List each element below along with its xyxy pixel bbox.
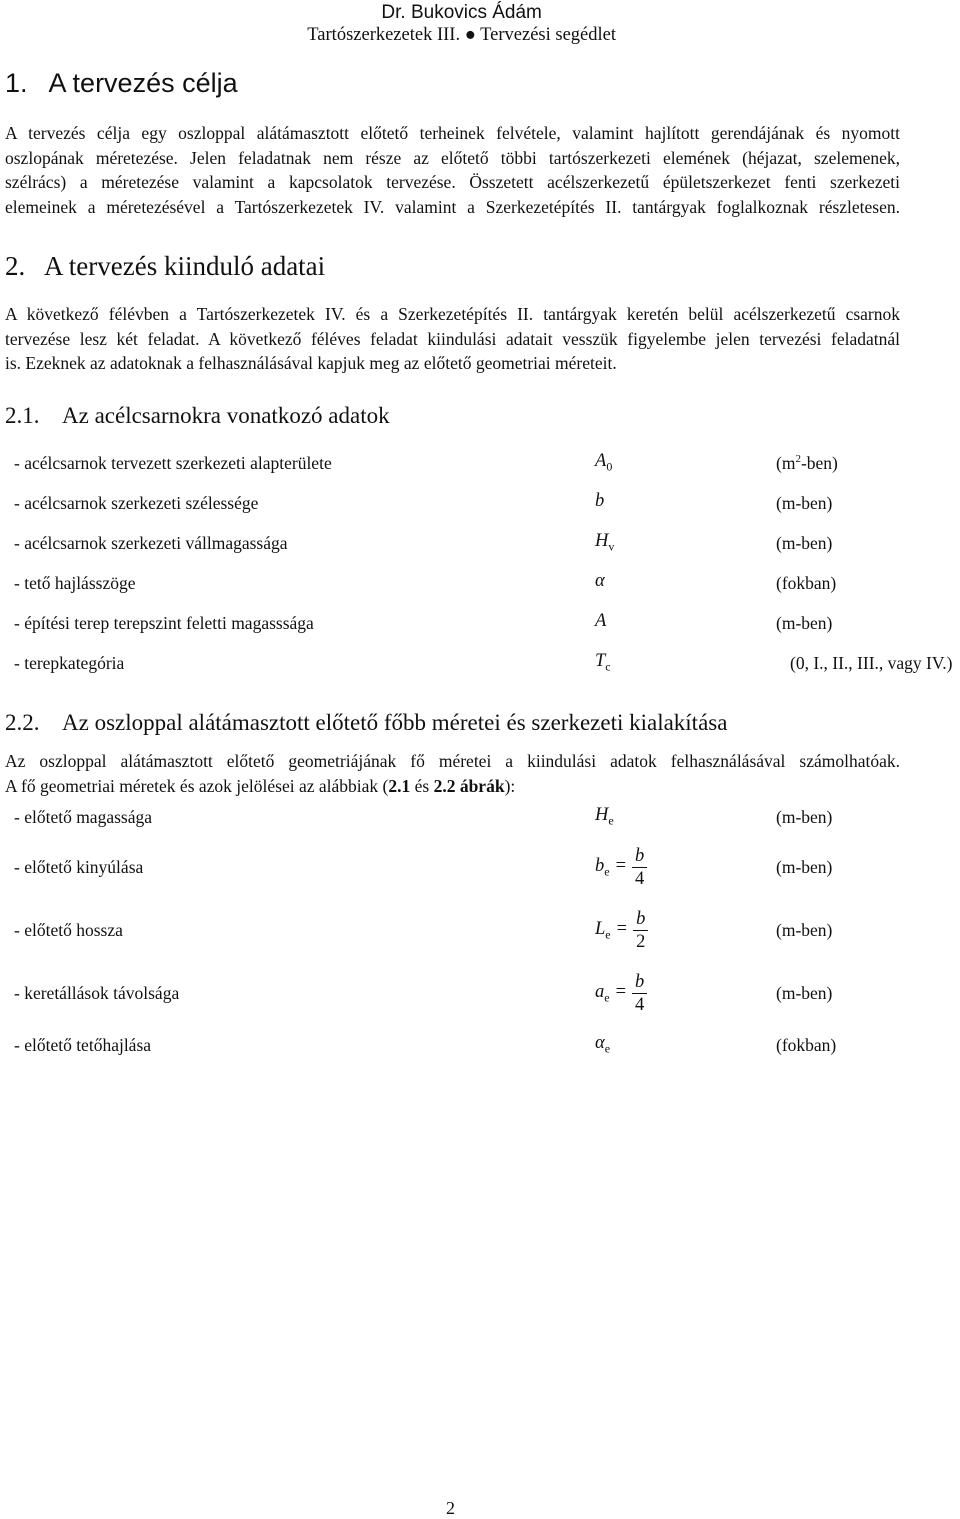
data-row <box>14 607 960 637</box>
section-1-title: 1. A tervezés célja <box>5 68 238 98</box>
row-symbol: b <box>595 491 605 511</box>
page-number: 2 <box>446 1498 455 1518</box>
row-unit: (fokban) <box>776 573 837 593</box>
paragraph-line: tervezése lesz két feladat. A következő féléves feladat kiindulási adatait vesszük figyelembe jelen tervezési feladatnál <box>5 328 900 349</box>
section-heading: Az oszloppal alátámasztott előtető főbb méretei és szerkezeti kialakítása <box>62 710 728 735</box>
row-formula: $L_e$ = $\frac{b}{2}$ <box>595 908 648 953</box>
section-2-2-paragraph <box>5 749 900 798</box>
row-unit: $(m^2-ben)$ <box>776 453 838 473</box>
row-unit: (m-ben) <box>776 533 833 553</box>
row-symbol: A <box>595 611 607 631</box>
section-1-paragraph <box>5 121 900 219</box>
row-label: - terepkategória <box>14 653 125 673</box>
row-unit: (m-ben) <box>776 983 833 1003</box>
row-unit: (fokban) <box>776 1035 837 1055</box>
row-unit: (m-ben) <box>776 920 833 940</box>
row-label: - előtető magassága <box>14 807 153 827</box>
row-formula: $a_e$ = $\frac{b}{4}$ <box>595 971 647 1016</box>
row-symbol: $H_e$ <box>595 805 614 828</box>
row-label: - keretállások távolsága <box>14 983 180 1003</box>
row-unit: (m-ben) <box>776 807 833 827</box>
paragraph-line: szélrács) a méretezése valamint a kapcsolatok tervezése. Összetett acélszerkezetű épületszerkezet fenti szerkezeti <box>5 172 900 192</box>
row-unit: (m-ben) <box>776 493 833 513</box>
row-symbol: $H_v$ <box>595 531 615 554</box>
paragraph-line: A következő félévben a Tartószerkezetek IV. és a Szerkezetépítés II. tantárgyak keretén belül acélszerkezetű csarnok <box>5 304 900 324</box>
header-subtitle: Tartószerkezetek III. ● Tervezési segédlet <box>307 25 616 45</box>
section-heading: Az acélcsarnokra vonatkozó adatok <box>62 403 390 428</box>
row-formula: $b_e$ = $\frac{b}{4}$ <box>595 845 647 890</box>
geometry-row <box>14 845 960 895</box>
row-label: - építési terep terepszint feletti magasssága <box>14 613 314 633</box>
row-symbol: $A_0$ <box>595 451 613 474</box>
section-2-paragraph <box>5 302 900 376</box>
data-row <box>14 647 960 677</box>
row-symbol: $T_c$ <box>595 651 611 674</box>
row-unit: (m-ben) <box>776 613 833 633</box>
data-row <box>14 447 960 477</box>
section-number: 2.1. <box>5 403 40 428</box>
data-row <box>14 567 960 597</box>
geometry-row <box>14 1029 960 1059</box>
geometry-row <box>14 801 960 831</box>
paragraph-line: elemeinek a méretezésével a Tartószerkezetek IV. valamint a Szerkezetépítés II. tantárgyak foglalkoznak részletesen. <box>5 196 900 217</box>
row-label: - előtető hossza <box>14 920 123 940</box>
paragraph-line: Az oszloppal alátámasztott előtető geometriájának fő méretei a kiindulási adatok felhasználásával számolhatóak. <box>5 751 900 771</box>
section-2-title: 2. A tervezés kiinduló adatai <box>5 251 326 281</box>
paragraph-line: A fő geometriai méretek és azok jelölései az alábbiak (2.1 és 2.2 ábrák): <box>5 775 516 796</box>
paragraph-line: is. Ezeknek az adatoknak a felhasználásával kapjuk meg az előtető geometriai méreteit. <box>5 353 617 373</box>
geometry-row <box>14 908 960 958</box>
row-label: - acélcsarnok szerkezeti vállmagassága <box>14 533 288 553</box>
section-2-1-title <box>5 403 390 429</box>
geometry-row <box>14 971 960 1021</box>
row-unit: (0, I., II., III., vagy IV.) <box>790 653 953 673</box>
row-unit: (m-ben) <box>776 857 833 877</box>
paragraph-line: A tervezés célja egy oszloppal alátámasztott előtető terheinek felvétele, valamint hajlított gerendájának és nyomott <box>5 123 900 143</box>
row-label: - acélcsarnok szerkezeti szélessége <box>14 493 259 513</box>
row-label: - tető hajlásszöge <box>14 573 136 593</box>
row-symbol: α <box>595 571 605 591</box>
header-author: Dr. Bukovics Ádám <box>381 2 542 23</box>
paragraph-line: oszlopának méretezése. Jelen feladatnak nem része az előtető többi tartószerkezeti elemének (héjazat, szelemenek, <box>5 147 900 168</box>
row-symbol: $\alpha_e$ <box>595 1033 611 1056</box>
row-label: - acélcsarnok tervezett szerkezeti alapterülete <box>14 453 332 473</box>
section-2-2-title <box>5 710 727 736</box>
data-row <box>14 487 960 517</box>
data-row <box>14 527 960 557</box>
row-label: - előtető tetőhajlása <box>14 1035 152 1055</box>
row-label: - előtető kinyúlása <box>14 857 144 877</box>
page-header <box>307 2 616 46</box>
section-number: 2.2. <box>5 710 40 735</box>
